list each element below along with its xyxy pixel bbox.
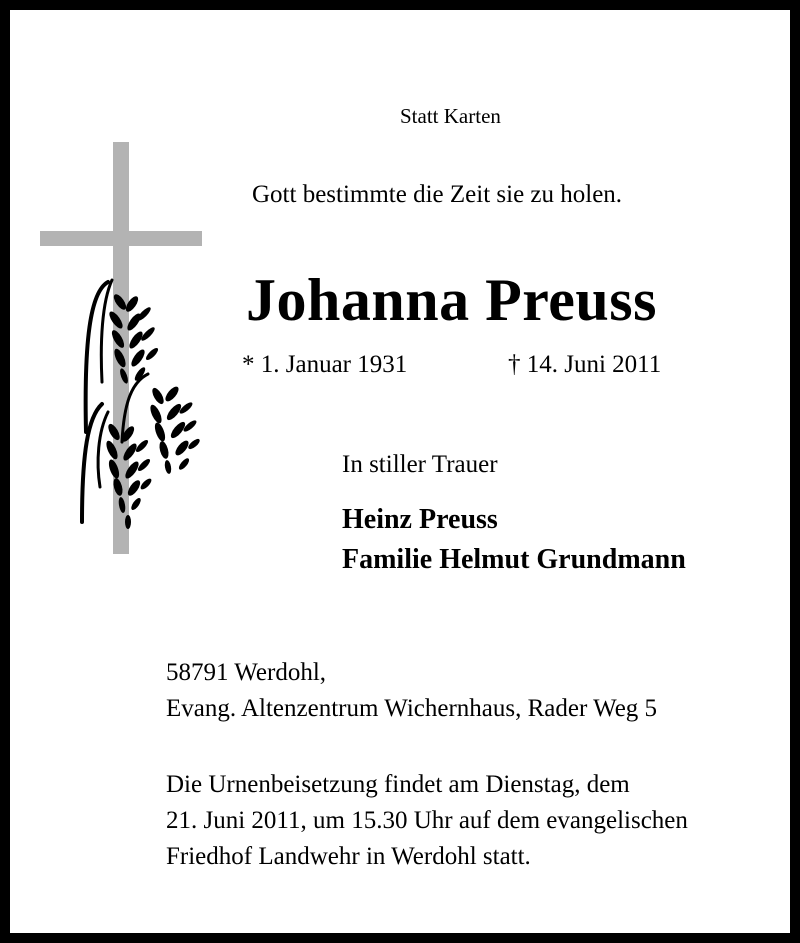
mourning-phrase: In stiller Trauer — [342, 451, 498, 478]
header-text: Statt Karten — [400, 104, 501, 128]
birth-date: * 1. Januar 1931 — [242, 351, 408, 378]
address-line: 58791 Werdohl, — [166, 659, 327, 686]
address-line: Evang. Altenzentrum Wichernhaus, Rader Weg 5 — [166, 695, 658, 722]
info-line: Friedhof Landwehr in Werdohl statt. — [166, 843, 531, 870]
info-line: 21. Juni 2011, um 15.30 Uhr auf dem evangelischen — [166, 807, 688, 834]
death-date: † 14. Juni 2011 — [508, 351, 662, 378]
mourner-name: Familie Helmut Grundmann — [342, 544, 686, 575]
info-line: Die Urnenbeisetzung findet am Dienstag, dem — [166, 771, 630, 798]
deceased-name: Johanna Preuss — [246, 267, 658, 333]
mourner-name: Heinz Preuss — [342, 504, 498, 535]
cross-icon — [40, 142, 220, 572]
motto-text: Gott bestimmte die Zeit sie zu holen. — [252, 181, 623, 208]
